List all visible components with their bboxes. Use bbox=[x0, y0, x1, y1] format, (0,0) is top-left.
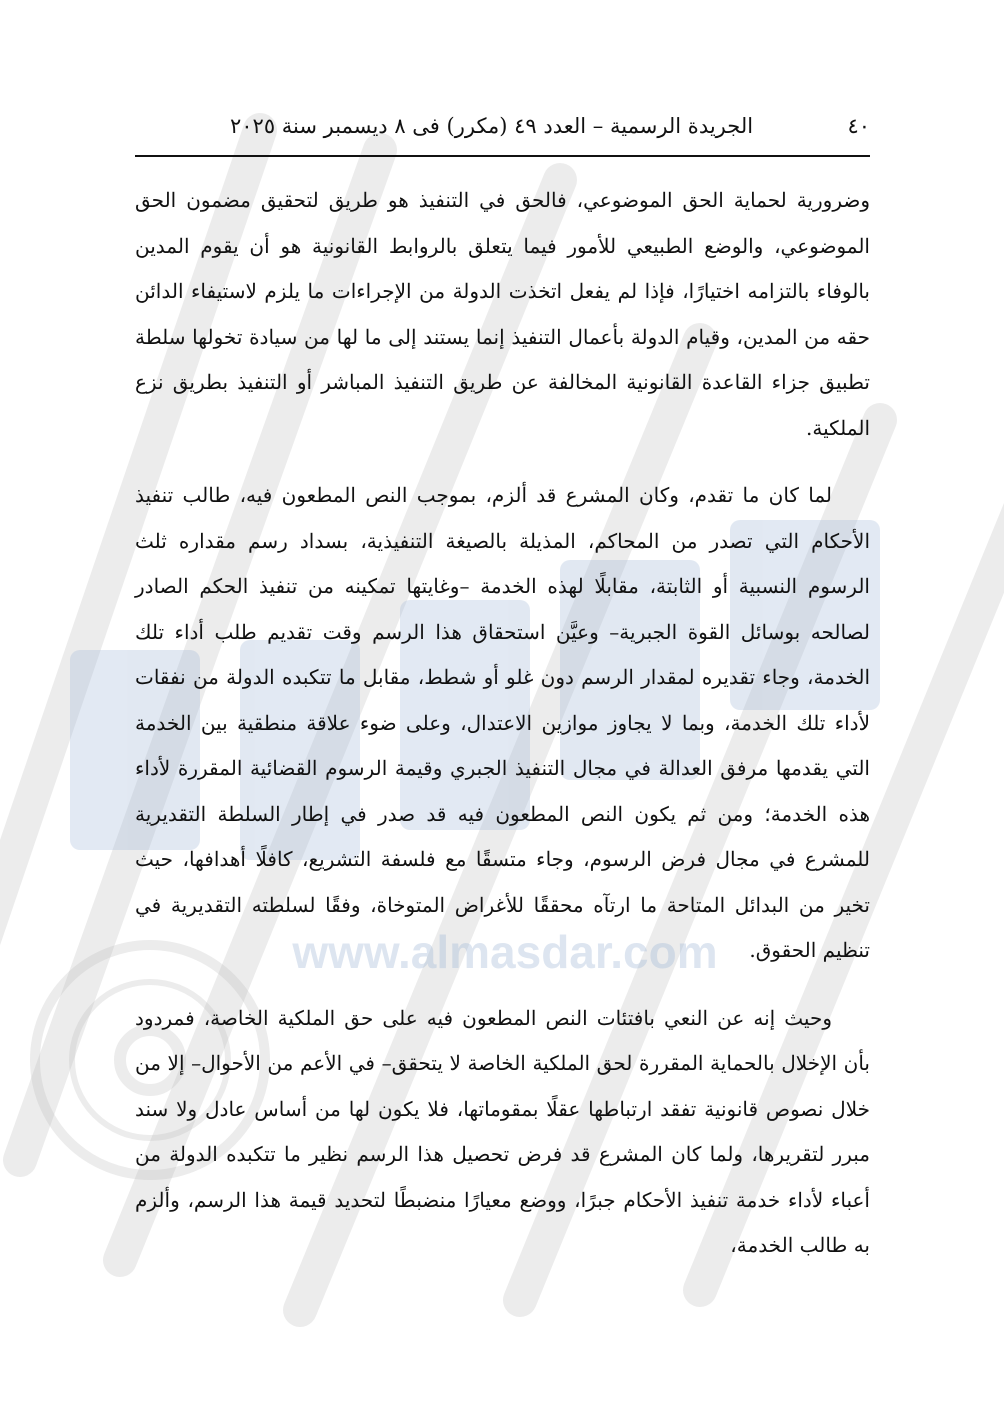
paragraph: لما كان ما تقدم، وكان المشرع قد ألزم، بموجب النص المطعون فيه، طالب تنفيذ الأحكام التي تصدر من المحاكم، المذيلة بالصيغة التنفيذية، بسداد رسم مقداره ثلث الرسوم النسبية أو الثابتة، مقابلًا لهذه الخدمة –وغايتها تمكينه من تنفيذ الحكم الصادر لصالحه بوسائل القوة الجبرية– وعيَّن استحقاق هذا الرسم وقت تقديم طلب أداء تلك الخدمة، وجاء تقديره لمقدار الرسم دون غلو أو شطط، مقابل ما تتكبده الدولة من نفقات لأداء تلك الخدمة، وبما لا يجاوز موازين الاعتدال، وعلى ضوء علاقة منطقية بين الخدمة التي يقدمها مرفق العدالة في مجال التنفيذ الجبري وقيمة الرسوم القضائية المقررة لأداء هذه الخدمة؛ ومن ثم يكون النص المطعون فيه قد صدر في إطار السلطة التقديرية للمشرع في مجال فرض الرسوم، وجاء متسقًا مع فلسفة التشريع، كافلًا أهدافها، حيث تخير من البدائل المتاحة ما ارتآه محققًا للأغراض المتوخاة، وفقًا لسلطته التقديرية في تنظيم الحقوق. bbox=[135, 483, 870, 962]
running-title: الجريدة الرسمية – العدد ٤٩ (مكرر) فى ٨ ديسمبر سنة ٢٠٢٥ bbox=[230, 114, 754, 138]
paragraph: وحيث إنه عن النعي بافتئات النص المطعون فيه على حق الملكية الخاصة، فمردود بأن الإخلال بالحماية المقررة لحق الملكية الخاصة لا يتحقق– في الأعم من الأحوال– إلا من خلال نصوص قانونية تفقد ارتباطها عقلًا بمقوماتها، فلا يكون لها من أساس عادل ولا سند مبرر لتقريرها، ولما كان المشرع قد فرض تحصيل هذا الرسم نظير ما تتكبده الدولة من أعباء لأداء خدمة تنفيذ الأحكام جبرًا، ووضع معيارًا منضبطًا لتحديد قيمة هذا الرسم، وألزم به طالب الخدمة، bbox=[135, 1005, 870, 1257]
watermark-url: www.almasdar.com bbox=[292, 926, 718, 978]
page-header bbox=[135, 110, 870, 150]
page-number: ٤٠ bbox=[847, 114, 870, 138]
header-divider bbox=[135, 155, 870, 157]
paragraph-continuation: وضرورية لحماية الحق الموضوعي، فالحق في التنفيذ هو طريق لتحقيق مضمون الحق الموضوعي، والوضع الطبيعي للأمور فيما يتعلق بالروابط القانونية هو أن يقوم المدين بالوفاء بالتزامه اختيارًا، فإذا لم يفعل اتخذت الدولة من الإجراءات ما يلزم لاستيفاء الدائن حقه من المدين، وقيام الدولة بأعمال التنفيذ إنما يستند إلى ما لها من سيادة تخولها سلطة تطبيق جزاء القاعدة القانونية المخالفة عن طريق التنفيذ المباشر أو التنفيذ بطريق نزع الملكية. bbox=[135, 188, 870, 440]
document-body bbox=[135, 178, 870, 1291]
